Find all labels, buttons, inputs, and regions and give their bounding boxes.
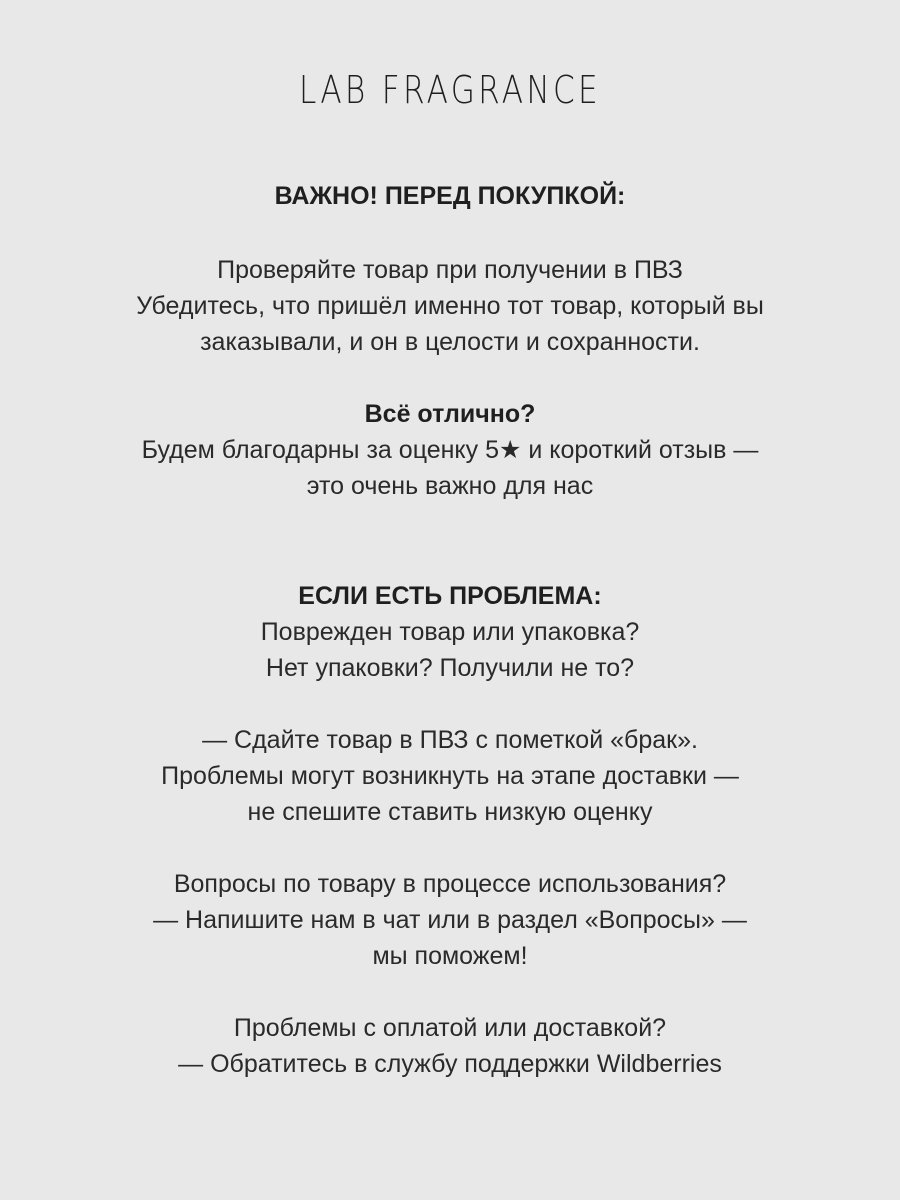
heading-before-purchase: ВАЖНО! ПЕРЕД ПОКУПКОЙ: (274, 182, 626, 210)
section-before-purchase (0, 178, 900, 214)
brand-logo: LAB FRAGRANCE (298, 68, 602, 112)
check-line-1: Проверяйте товар при получении в ПВЗ (217, 256, 683, 284)
return-line-2: Проблемы могут возникнуть на этапе доставки — (161, 762, 739, 790)
payment-line-2: — Обратитесь в службу поддержки Wildberries (178, 1050, 722, 1078)
heading-problem: ЕСЛИ ЕСТЬ ПРОБЛЕМА: (298, 582, 602, 610)
questions-line-2: — Напишите нам в чат или в раздел «Вопросы» — (153, 906, 747, 934)
section-return (0, 722, 900, 830)
check-line-2: Убедитесь, что пришёл именно тот товар, который вы (136, 292, 764, 320)
section-check-goods (0, 252, 900, 360)
section-payment (0, 1010, 900, 1082)
all-good-line-2: это очень важно для нас (306, 472, 594, 500)
problem-line-2: Нет упаковки? Получили не то? (265, 654, 635, 682)
problem-line-1: Поврежден товар или упаковка? (260, 618, 640, 646)
return-line-1: — Сдайте товар в ПВЗ с пометкой «брак». (202, 726, 698, 754)
section-questions (0, 866, 900, 974)
all-good-line-1: Будем благодарны за оценку 5★ и короткий отзыв — (141, 436, 759, 464)
heading-all-good: Всё отлично? (364, 400, 536, 428)
section-problem (0, 578, 900, 686)
return-line-3: не спешите ставить низкую оценку (247, 798, 653, 826)
questions-line-1: Вопросы по товару в процессе использования? (173, 870, 727, 898)
questions-line-3: мы поможем! (372, 942, 528, 970)
payment-line-1: Проблемы с оплатой или доставкой? (233, 1014, 667, 1042)
section-all-good (0, 396, 900, 504)
check-line-3: заказывали, и он в целости и сохранности. (200, 328, 700, 356)
